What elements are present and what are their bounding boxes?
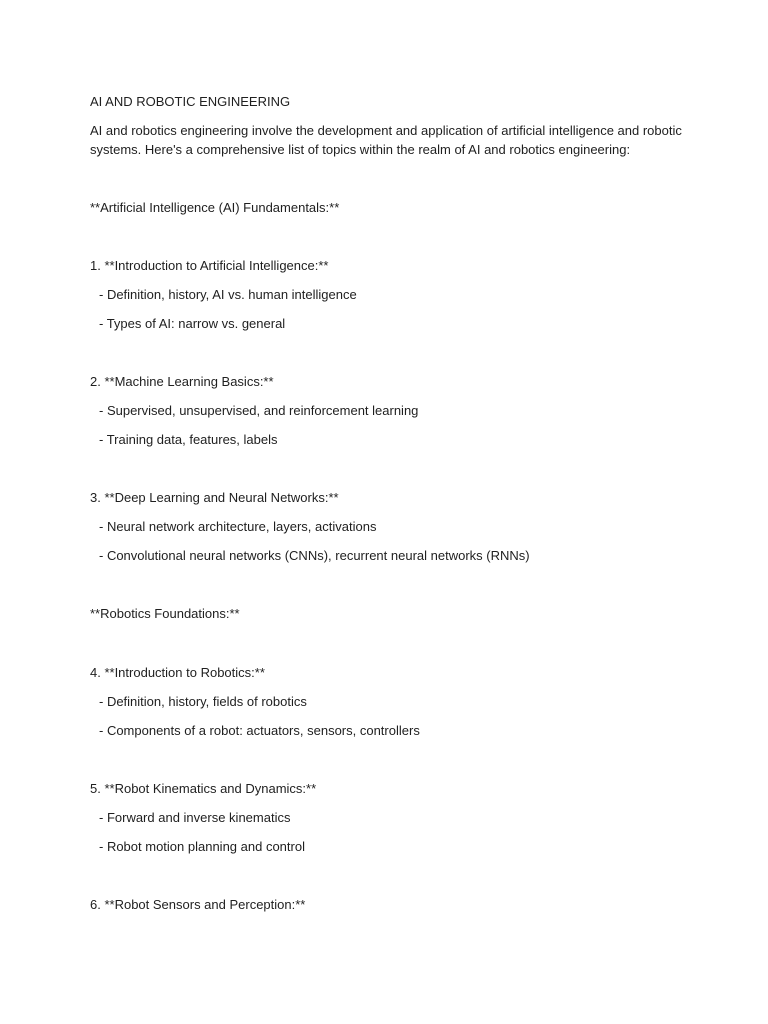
topic-point: - Robot motion planning and control xyxy=(99,839,305,854)
document-title: AI AND ROBOTIC ENGINEERING xyxy=(90,94,291,109)
topic-point: - Supervised, unsupervised, and reinforcement learning xyxy=(99,403,419,418)
intro-paragraph-line-2: systems. Here's a comprehensive list of topics within the realm of AI and robotics engineering: xyxy=(90,142,631,157)
topic-title: 5. **Robot Kinematics and Dynamics:** xyxy=(90,781,317,796)
topic-point: - Convolutional neural networks (CNNs), recurrent neural networks (RNNs) xyxy=(99,548,530,563)
topic-title: 3. **Deep Learning and Neural Networks:** xyxy=(90,490,339,505)
topic-point: - Forward and inverse kinematics xyxy=(99,810,291,825)
topic-point: - Components of a robot: actuators, sensors, controllers xyxy=(99,723,420,738)
topic-point: - Definition, history, fields of robotics xyxy=(99,694,307,709)
topic-title: 2. **Machine Learning Basics:** xyxy=(90,374,274,389)
topic-title: 6. **Robot Sensors and Perception:** xyxy=(90,897,306,912)
topic-point: - Training data, features, labels xyxy=(99,432,278,447)
topic-title: 4. **Introduction to Robotics:** xyxy=(90,665,265,680)
topic-title: 1. **Introduction to Artificial Intelligence:** xyxy=(90,258,329,273)
topic-point: - Definition, history, AI vs. human intelligence xyxy=(99,287,357,302)
section-heading-robotics-foundations: **Robotics Foundations:** xyxy=(90,606,240,621)
intro-paragraph-line-1: AI and robotics engineering involve the development and application of artificial intelligence and robotic xyxy=(90,123,682,138)
section-heading-ai-fundamentals: **Artificial Intelligence (AI) Fundamentals:** xyxy=(90,200,340,215)
topic-point: - Neural network architecture, layers, activations xyxy=(99,519,377,534)
topic-point: - Types of AI: narrow vs. general xyxy=(99,316,286,331)
